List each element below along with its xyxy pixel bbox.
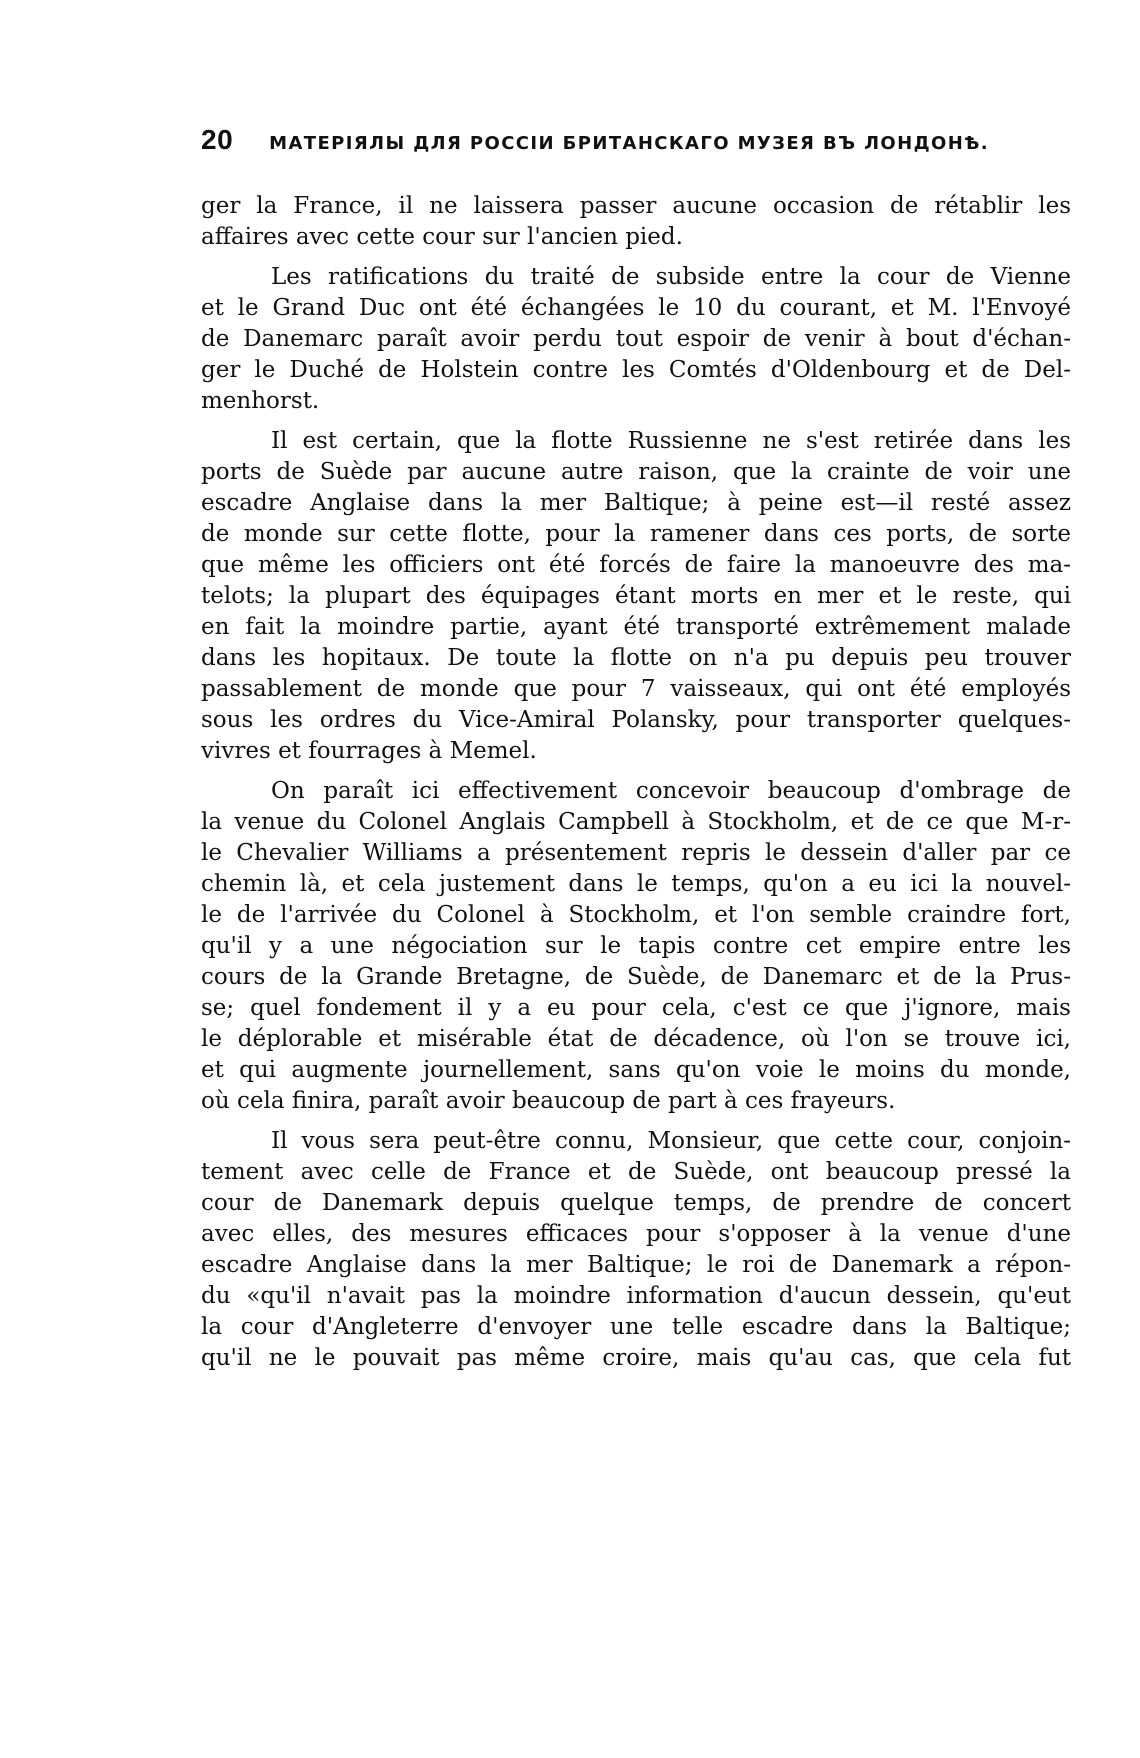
text-line: Les ratifications du traité de subside entre la cour de Vienne bbox=[271, 264, 1071, 290]
text-line: dans les hopitaux. De toute la flotte on n'a pu depuis peu trouver bbox=[201, 645, 1071, 671]
text-line: en fait la moindre partie, ayant été transporté extrêmement malade bbox=[201, 614, 1071, 640]
paragraph bbox=[201, 1126, 1071, 1374]
text-line: chemin là, et cela justement dans le temps, qu'on a eu ici la nouvel- bbox=[201, 871, 1071, 897]
text-line: affaires avec cette cour sur l'ancien pied. bbox=[201, 224, 683, 250]
text-line: qu'il y a une négociation sur le tapis contre cet empire entre les bbox=[201, 933, 1071, 959]
text-line: le Chevalier Williams a présentement repris le dessein d'aller par ce bbox=[201, 840, 1071, 866]
page-header bbox=[201, 124, 1081, 164]
text-line: la cour d'Angleterre d'envoyer une telle escadre dans la Baltique; bbox=[201, 1314, 1071, 1340]
text-line: ger la France, il ne laissera passer aucune occasion de rétablir les bbox=[201, 193, 1071, 219]
text-line: le déplorable et misérable état de décadence, où l'on se trouve ici, bbox=[201, 1026, 1071, 1052]
text-line: sous les ordres du Vice-Amiral Polansky, pour transporter quelques- bbox=[201, 707, 1071, 733]
text-line: avec elles, des mesures efficaces pour s'opposer à la venue d'une bbox=[201, 1221, 1071, 1247]
text-line: cour de Danemark depuis quelque temps, de prendre de concert bbox=[201, 1190, 1071, 1216]
text-line: escadre Anglaise dans la mer Baltique; à peine est—il resté assez bbox=[201, 490, 1071, 516]
text-line: de monde sur cette flotte, pour la ramener dans ces ports, de sorte bbox=[201, 521, 1071, 547]
running-title: МАТЕРІЯЛЫ ДЛЯ РОССІИ БРИТАНСКАГО МУЗЕЯ ВЪ ЛОНДОНѢ. bbox=[269, 133, 989, 154]
paragraph bbox=[201, 262, 1071, 417]
text-line: que même les officiers ont été forcés de faire la manoeuvre des ma- bbox=[201, 552, 1071, 578]
text-line: Il vous sera peut-être connu, Monsieur, que cette cour, conjoin- bbox=[271, 1128, 1071, 1154]
page-number: 20 bbox=[201, 124, 234, 155]
text-line: se; quel fondement il y a eu pour cela, c'est ce que j'ignore, mais bbox=[201, 995, 1071, 1021]
text-line: du «qu'il n'avait pas la moindre information d'aucun dessein, qu'eut bbox=[201, 1283, 1071, 1309]
body-text bbox=[201, 191, 1071, 1374]
text-line: vivres et fourrages à Memel. bbox=[201, 738, 537, 764]
text-line: menhorst. bbox=[201, 388, 320, 414]
paragraph bbox=[201, 776, 1071, 1117]
text-line: ports de Suède par aucune autre raison, que la crainte de voir une bbox=[201, 459, 1071, 485]
text-line: cours de la Grande Bretagne, de Suède, de Danemarc et de la Prus- bbox=[201, 964, 1071, 990]
text-line: Il est certain, que la flotte Russienne ne s'est retirée dans les bbox=[271, 428, 1071, 454]
text-line: et le Grand Duc ont été échangées le 10 du courant, et M. l'Envoyé bbox=[201, 295, 1071, 321]
text-line: telots; la plupart des équipages étant morts en mer et le reste, qui bbox=[201, 583, 1071, 609]
text-line: où cela finira, paraît avoir beaucoup de part à ces frayeurs. bbox=[201, 1088, 896, 1114]
text-line: On paraît ici effectivement concevoir beaucoup d'ombrage de bbox=[271, 778, 1071, 804]
text-line: ger le Duché de Holstein contre les Comtés d'Oldenbourg et de Del- bbox=[201, 357, 1071, 383]
text-line: tement avec celle de France et de Suède, ont beaucoup pressé la bbox=[201, 1159, 1071, 1185]
paragraph bbox=[201, 426, 1071, 767]
text-line: qu'il ne le pouvait pas même croire, mais qu'au cas, que cela fut bbox=[201, 1345, 1071, 1371]
text-line: de Danemarc paraît avoir perdu tout espoir de venir à bout d'échan- bbox=[201, 326, 1071, 352]
text-line: le de l'arrivée du Colonel à Stockholm, et l'on semble craindre fort, bbox=[201, 902, 1071, 928]
text-line: et qui augmente journellement, sans qu'on voie le moins du monde, bbox=[201, 1057, 1071, 1083]
text-line: passablement de monde que pour 7 vaisseaux, qui ont été employés bbox=[201, 676, 1071, 702]
text-line: la venue du Colonel Anglais Campbell à Stockholm, et de ce que M-r- bbox=[201, 809, 1071, 835]
text-line: escadre Anglaise dans la mer Baltique; le roi de Danemark a répon- bbox=[201, 1252, 1071, 1278]
paragraph bbox=[201, 191, 1071, 253]
